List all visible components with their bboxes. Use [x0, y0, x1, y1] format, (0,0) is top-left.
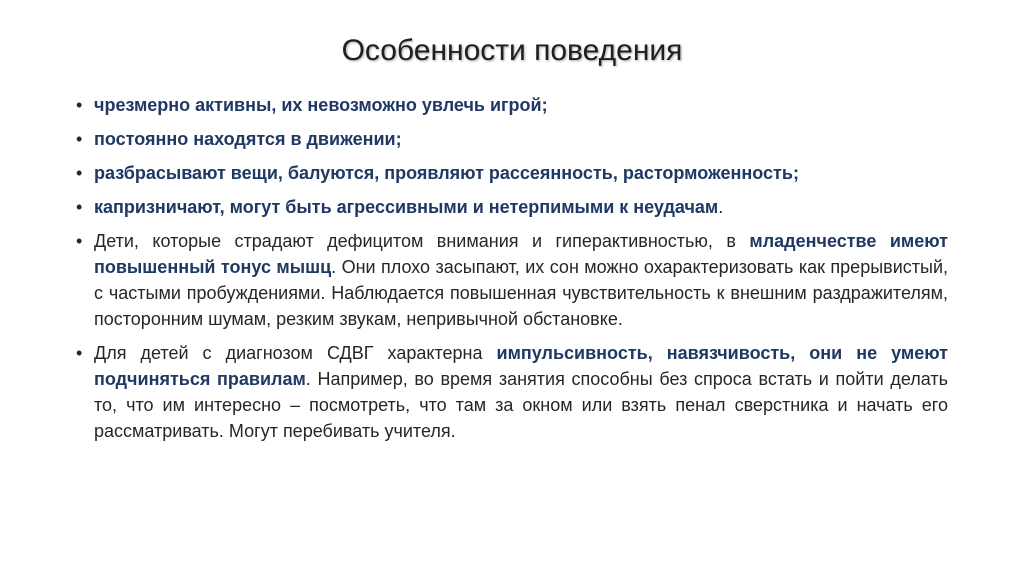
bullet-dot-icon: • — [76, 129, 83, 149]
paragraph-text: Дети, которые страдают дефицитом внимания и гиперактивностью, в — [94, 231, 750, 251]
bullet-item — [76, 92, 948, 118]
bullet-text: капризничают, могут быть агрессивными и нетерпимыми к неудачам — [94, 197, 719, 217]
bullet-item — [76, 194, 948, 220]
bullet-period: . — [718, 197, 724, 217]
paragraph-bold-text: младенчестве имеют повышенный тонус мышц — [94, 231, 948, 277]
bullet-item — [76, 126, 948, 152]
slide-title: Особенности поведения — [341, 34, 683, 67]
paragraph-text: . Они плохо засыпают, их сон можно охарактеризовать как прерывистый, с частыми пробуждениями. Наблюдается повышенная чувствительность к внешним раздражителям, посторонним шумам, резким звукам, непривычной обстановке. — [94, 257, 948, 329]
paragraph-text: Для детей с диагнозом СДВГ характерна — [94, 343, 497, 363]
bullet-dot-icon: • — [76, 197, 83, 217]
bullet-dot-icon: • — [76, 163, 83, 183]
paragraph-bold-text: импульсивность, навязчивость, они не умеют подчиняться правилам — [94, 343, 948, 389]
bullet-text: разбрасывают вещи, балуются, проявляют рассеянность, расторможенность; — [94, 163, 799, 183]
bullet-text: постоянно находятся в движении; — [94, 129, 402, 149]
bullet-paragraph — [76, 228, 948, 332]
bullet-paragraph — [76, 340, 948, 444]
bullet-item — [76, 160, 948, 186]
bullet-dot-icon: • — [76, 95, 83, 115]
bullet-list — [76, 92, 948, 452]
bullet-text: чрезмерно активны, их невозможно увлечь игрой; — [94, 95, 548, 115]
bullet-dot-icon: • — [76, 231, 83, 251]
paragraph-text: . Например, во время занятия способны без спроса встать и пойти делать то, что им интересно – посмотреть, что там за окном или взять пенал сверстника и начать его рассматривать. Могут перебивать учителя. — [94, 369, 948, 441]
bullet-dot-icon: • — [76, 343, 83, 363]
